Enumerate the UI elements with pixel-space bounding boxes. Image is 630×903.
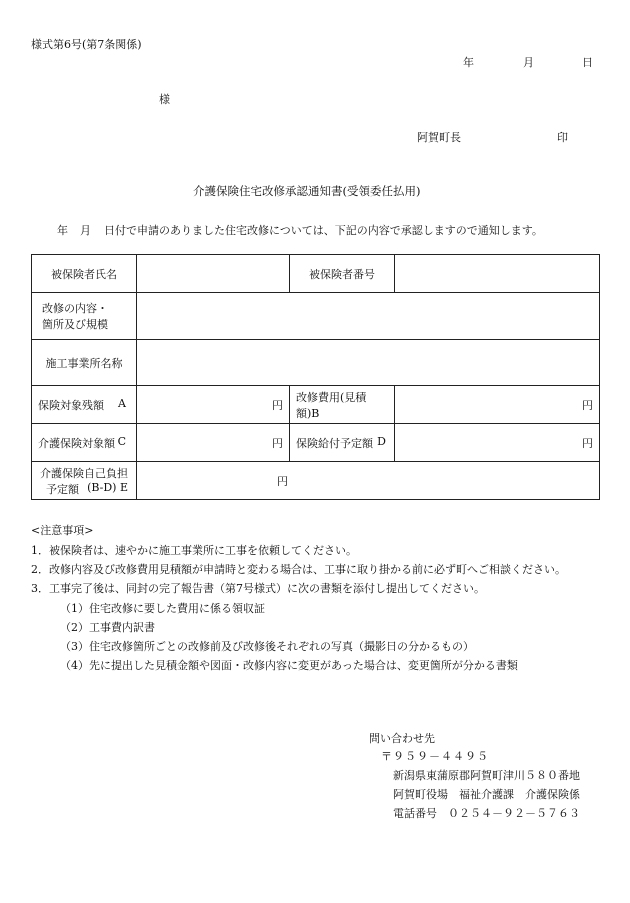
self-pay-code: (B-D) E: [87, 480, 128, 494]
contact-phone: 電話番号 ０２５４－９２－５７６３: [393, 807, 580, 820]
contractor-label: 施工事業所名称: [32, 340, 137, 386]
form-number: 様式第6号(第7条関係): [31, 38, 142, 51]
contact-heading: 問い合わせ先: [369, 732, 435, 745]
remaining-yen[interactable]: 円: [137, 386, 290, 424]
target-label: 介護保険対象額: [38, 436, 115, 450]
renovation-content-label-line1: 改修の内容・: [42, 302, 108, 315]
note-item-1: 1．被保険者は、速やかに施工事業所に工事を依頼してください。: [31, 544, 357, 557]
intro-year: 年: [57, 224, 68, 237]
remaining-label-cell: [32, 386, 137, 424]
approval-table: [31, 254, 600, 500]
seal-mark: 印: [557, 131, 568, 144]
note-subitem-3: （3）住宅改修箇所ごとの改修前及び改修後それぞれの写真（撮影日の分かるもの）: [60, 640, 474, 653]
insured-number-label: 被保険者番号: [290, 255, 395, 293]
insured-number-field[interactable]: [395, 255, 600, 293]
target-yen[interactable]: 円: [137, 424, 290, 462]
benefit-yen[interactable]: 円: [395, 424, 600, 462]
table-row: [32, 255, 600, 293]
contact-office: 阿賀町役場 福祉介護課 介護保険係: [393, 788, 580, 801]
self-pay-label-line2: 予定額: [46, 482, 79, 496]
note-subitem-1: （1）住宅改修に要した費用に係る領収証: [60, 602, 265, 615]
table-row: [32, 462, 600, 500]
benefit-label: 保険給付予定額: [296, 436, 373, 450]
intro-month: 月: [80, 224, 91, 237]
contact-postal: 〒９５９－４４９５: [381, 750, 489, 763]
date-day-label: 日: [582, 56, 593, 69]
self-pay-yen[interactable]: 円: [137, 462, 600, 500]
notes-heading: <注意事項>: [31, 524, 94, 537]
renovation-content-field[interactable]: [137, 293, 600, 340]
note-item-2: 2．改修内容及び改修費用見積額が申請時と変わる場合は、工事に取り掛かる前に必ず町へご相談ください。: [31, 563, 566, 576]
benefit-label-cell: [290, 424, 395, 462]
date-year-label: 年: [463, 56, 474, 69]
insured-name-field[interactable]: [137, 255, 290, 293]
self-pay-label-line1: 介護保険自己負担: [40, 466, 128, 480]
cost-label: 改修費用(見積額)B: [290, 386, 395, 424]
insured-name-label: 被保険者氏名: [32, 255, 137, 293]
renovation-content-label: [32, 293, 137, 340]
self-pay-label-cell: [32, 462, 137, 500]
benefit-code: D: [377, 434, 386, 448]
renovation-content-label-line2: 箇所及び規模: [42, 318, 108, 331]
remaining-label: 保険対象残額: [38, 398, 104, 412]
document-title: 介護保険住宅改修承認通知書(受領委任払用): [193, 184, 421, 198]
table-row: [32, 386, 600, 424]
target-label-cell: [32, 424, 137, 462]
remaining-code: A: [118, 396, 126, 410]
table-row: [32, 340, 600, 386]
table-row: [32, 293, 600, 340]
note-item-3: 3．工事完了後は、同封の完了報告書（第7号様式）に次の書類を添付し提出してください。: [31, 582, 485, 595]
issuer-name: 阿賀町長: [417, 131, 461, 144]
addressee-suffix: 様: [159, 93, 170, 106]
cost-yen[interactable]: 円: [395, 386, 600, 424]
contractor-field[interactable]: [137, 340, 600, 386]
note-subitem-4: （4）先に提出した見積金額や図面・改修内容に変更があった場合は、変更箇所が分かる書類: [60, 659, 518, 672]
date-month-label: 月: [523, 56, 534, 69]
table-row: [32, 424, 600, 462]
target-code: C: [117, 434, 126, 448]
note-subitem-2: （2）工事費内訳書: [60, 621, 155, 634]
intro-text: 日付で申請のありました住宅改修については、下記の内容で承認しますので通知します。: [104, 224, 543, 237]
contact-address: 新潟県東蒲原郡阿賀町津川５８０番地: [393, 769, 580, 782]
